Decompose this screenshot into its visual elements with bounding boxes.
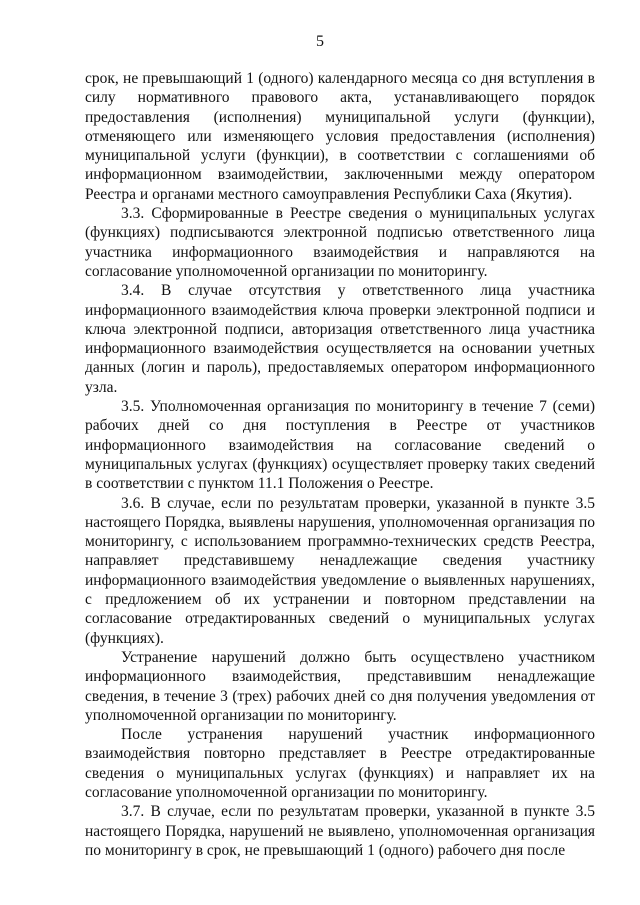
paragraph-resubmission: После устранения нарушений участник информационного взаимодействия повторно представляет в Реестре отредактированные сведения о муниципальных услугах (функциях) и направляет их на согласование уполномоченной организации по мониторингу.: [85, 726, 595, 801]
paragraph-3-7: 3.7. В случае, если по результатам проверки, указанной в пункте 3.5 настоящего Порядка, нарушений не выявлено, уполномоченная организация по мониторингу в срок, не превышающий 1 (одного) рабочего дня после: [85, 803, 595, 859]
page-number: 5: [316, 33, 324, 50]
paragraph-3-4: 3.4. В случае отсутствия у ответственного лица участника информационного взаимодействия ключа проверки электронной подписи и ключа электронной подписи, авторизация ответственного лица участника информационного взаимодействия осуществляется на основании учетных данных (логин и пароль), предоставляемых оператором информационного узла.: [85, 282, 595, 396]
document-body: [85, 69, 595, 860]
paragraph-3-5: 3.5. Уполномоченная организация по мониторингу в течение 7 (семи) рабочих дней со дня поступления в Реестре от участников информационного взаимодействия на согласование сведений о муниципальных услугах (функциях) осуществляет проверку таких сведений в соответствии с пунктом 11.1 Положения о Реестре.: [85, 398, 595, 493]
paragraph-3-6: 3.6. В случае, если по результатам проверки, указанной в пункте 3.5 настоящего Порядка, выявлены нарушения, уполномоченная организация по мониторингу, с использованием программно-технических средств Реестра, направляет представившему ненадлежащие сведения участнику информационного взаимодействия уведомление о выявленных нарушениях, с предложением об их устранении и повторном представлении на согласование отредактированных сведений о муниципальных услугах (функциях).: [85, 494, 595, 647]
paragraph-violation-fix: Устранение нарушений должно быть осуществлено участником информационного взаимодействия, представившим ненадлежащие сведения, в течение 3 (трех) рабочих дней со дня получения уведомления от уполномоченной организации по мониторингу.: [85, 648, 595, 724]
paragraph-3-3: 3.3. Сформированные в Реестре сведения о муниципальных услугах (функциях) подписываются электронной подписью ответственного лица участника информационного взаимодействия и направляются на согласование уполномоченной организации по мониторингу.: [85, 205, 595, 280]
paragraph-continuation: срок, не превышающий 1 (одного) календарного месяца со дня вступления в силу нормативного правового акта, устанавливающего порядок предоставления (исполнения) муниципальной услуги (функции), отменяющего или изменяющего условия предоставления (исполнения) муниципальной услуги (функции), в соответствии с соглашениями об информационном взаимодействии, заключенными между оператором Реестра и органами местного самоуправления Республики Саха (Якутия).: [85, 70, 595, 203]
